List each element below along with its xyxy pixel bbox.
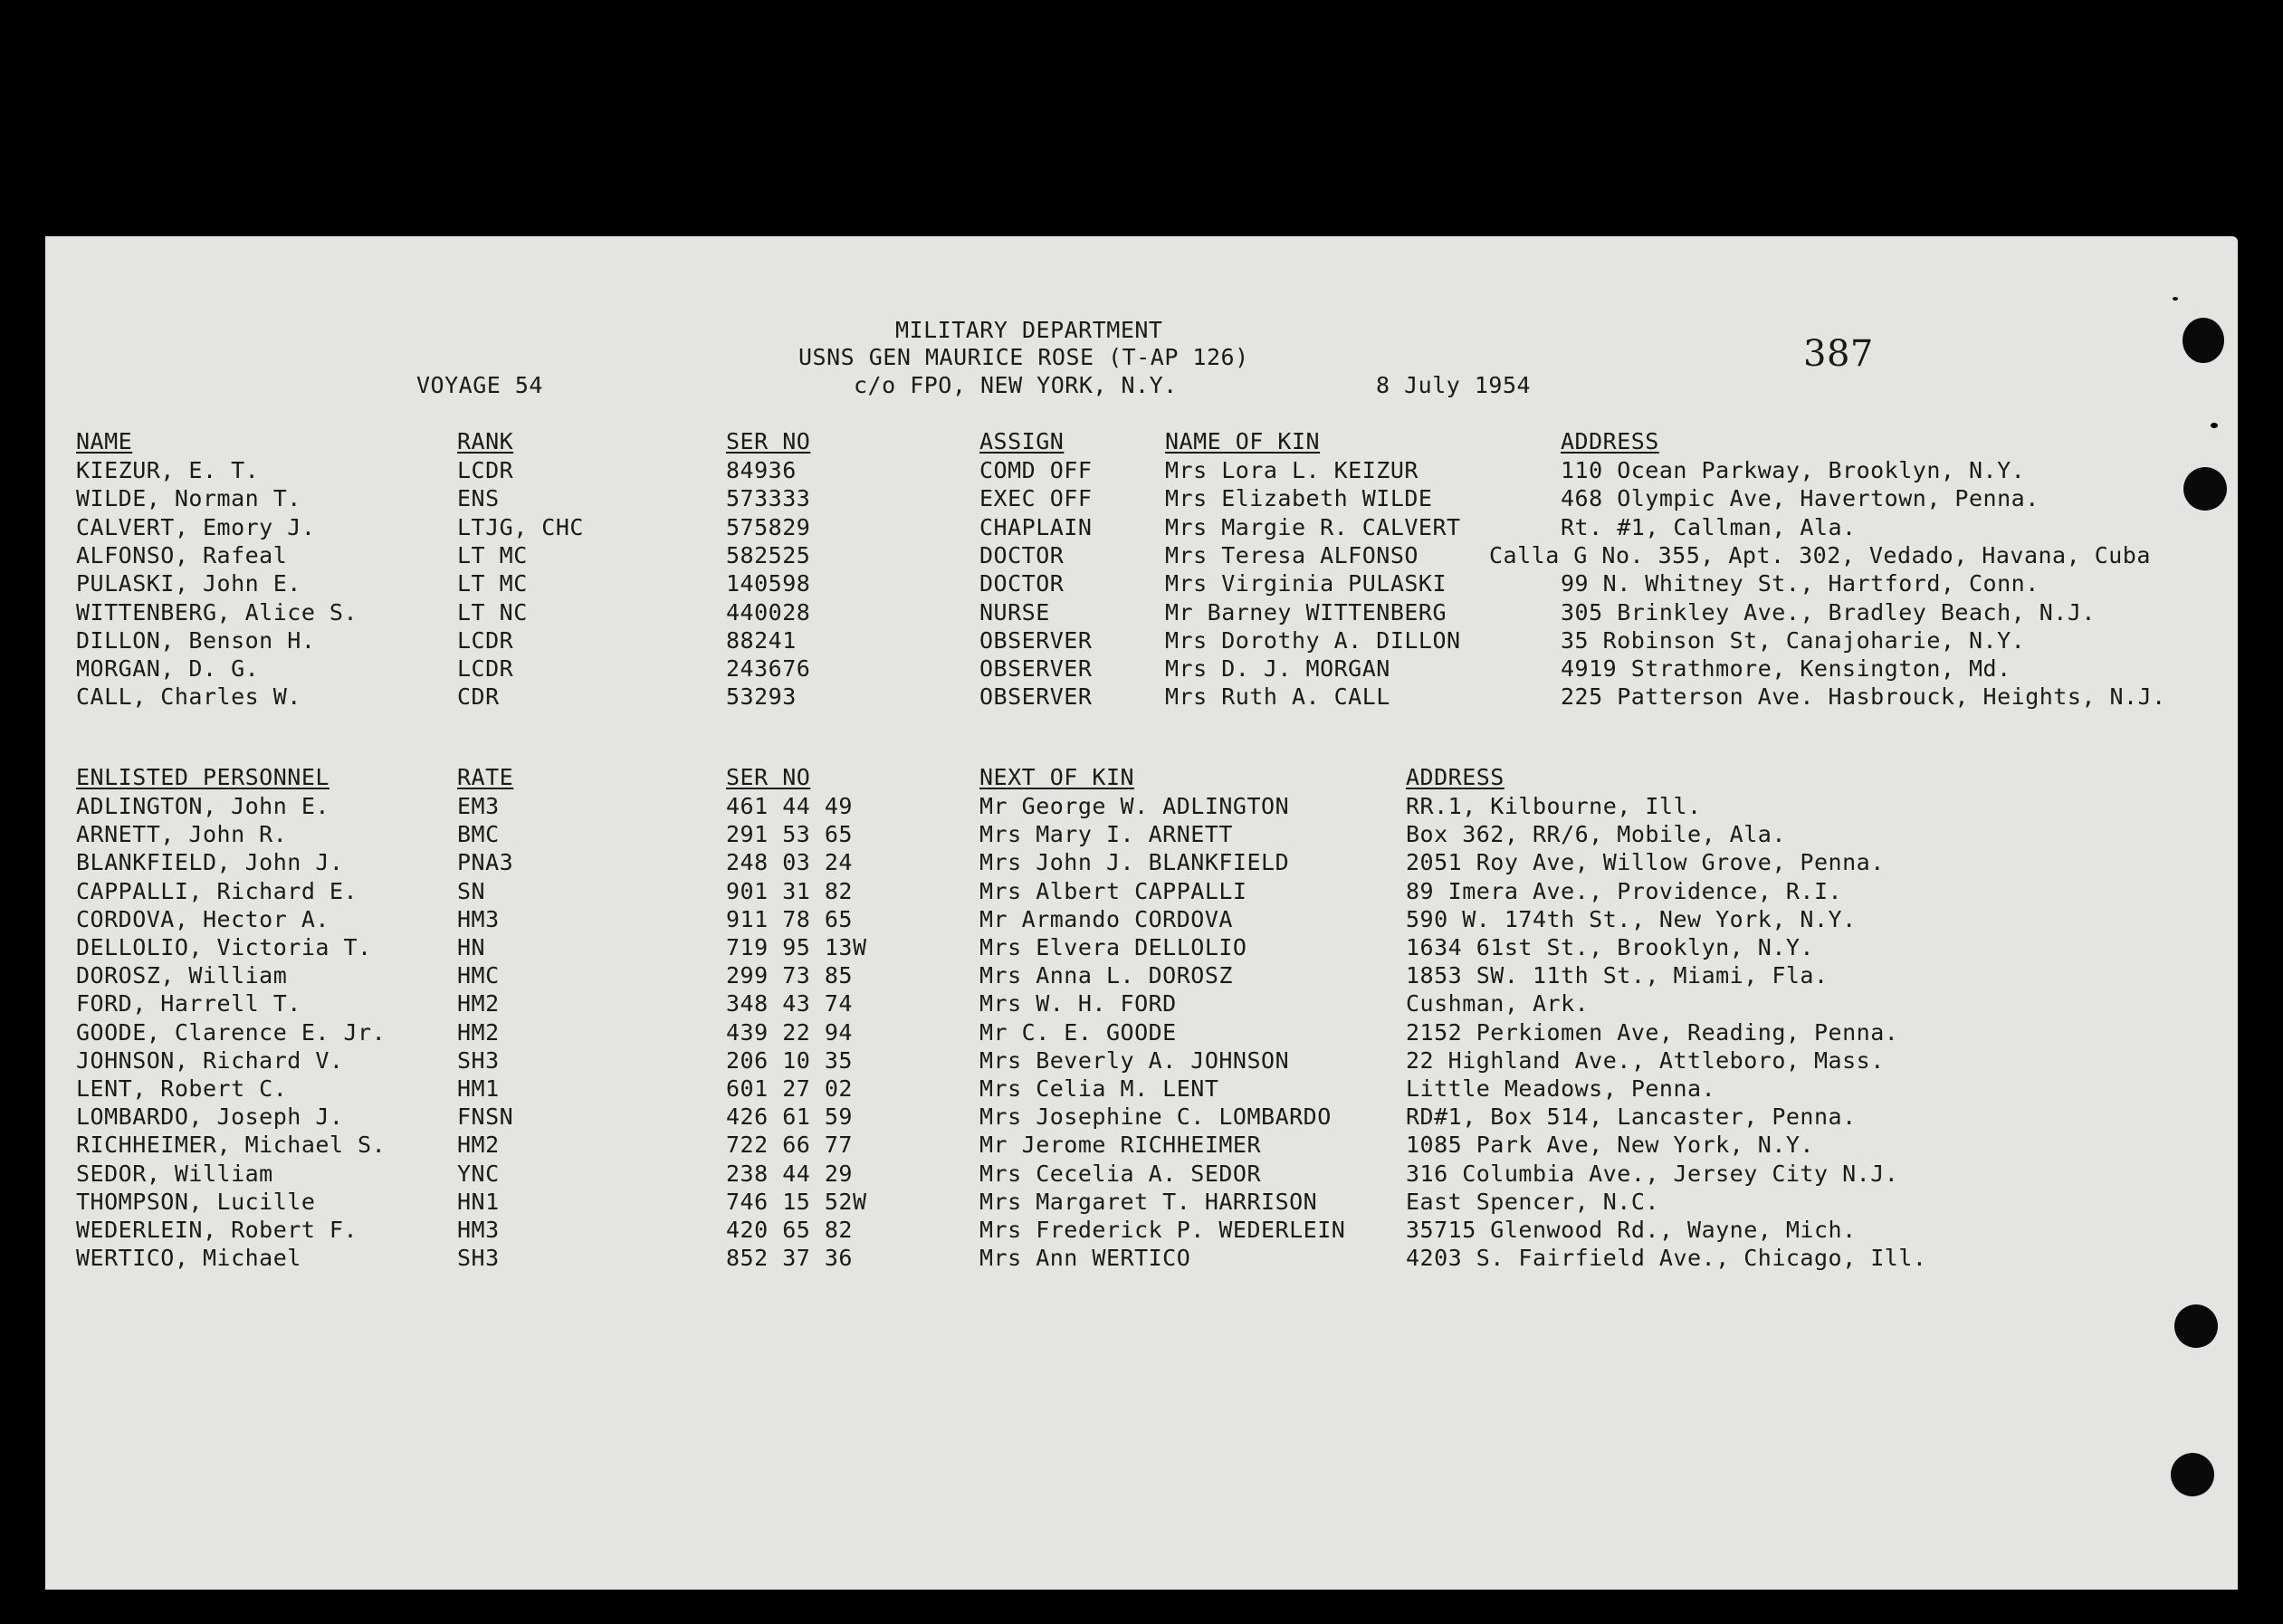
officer-name: CALL, Charles W. (76, 683, 301, 711)
enlisted-ser-no: 238 44 29 (726, 1160, 853, 1187)
officer-assign: OBSERVER (979, 683, 1093, 711)
col-header-enlisted-address: ADDRESS (1406, 764, 1504, 790)
enlisted-rate: YNC (457, 1160, 500, 1187)
ink-speck (2211, 423, 2218, 428)
officer-name: WITTENBERG, Alice S. (76, 598, 358, 626)
enlisted-name: ADLINGTON, John E. (76, 793, 330, 819)
table-row (45, 1217, 2238, 1245)
enlisted-address: Little Meadows, Penna. (1406, 1075, 1716, 1102)
officer-rank: LTJG, CHC (457, 513, 584, 540)
officer-name: CALVERT, Emory J. (76, 513, 316, 540)
officer-ser-no: 53293 (726, 683, 797, 711)
enlisted-rate: HMC (457, 962, 500, 989)
document-sheet (45, 236, 2238, 1590)
enlisted-name: ARNETT, John R. (76, 821, 288, 848)
table-row (45, 990, 2238, 1018)
table-row (45, 1075, 2238, 1103)
punch-hole (2183, 318, 2224, 363)
officer-ser-no: 582525 (726, 541, 811, 568)
voyage-number: VOYAGE 54 (416, 372, 543, 398)
table-row (45, 878, 2238, 906)
punch-hole (2183, 467, 2227, 511)
officer-assign: DOCTOR (979, 570, 1065, 597)
officer-ser-no: 140598 (726, 570, 811, 597)
enlisted-address: 89 Imera Ave., Providence, R.I. (1406, 877, 1843, 904)
officer-kin: Mrs Dorothy A. DILLON (1165, 626, 1461, 654)
enlisted-rate: SH3 (457, 1245, 500, 1272)
table-row (45, 1189, 2238, 1217)
officer-address: 35 Robinson St, Canajoharie, N.Y. (1561, 626, 2026, 654)
enlisted-kin: Mrs Celia M. LENT (979, 1075, 1219, 1102)
ink-speck (2173, 297, 2178, 301)
table-row (45, 793, 2238, 821)
officer-assign: OBSERVER (979, 626, 1093, 654)
enlisted-name: THOMPSON, Lucille (76, 1188, 316, 1215)
enlisted-ser-no: 746 15 52W (726, 1188, 867, 1215)
officer-kin: Mrs Margie R. CALVERT (1165, 513, 1461, 540)
table-row (45, 821, 2238, 849)
enlisted-kin: Mr George W. ADLINGTON (979, 793, 1290, 819)
col-header-enlisted: ENLISTED PERSONNEL (76, 764, 330, 790)
page-number: 387 (1803, 333, 1874, 375)
enlisted-kin: Mrs Ann WERTICO (979, 1245, 1191, 1272)
enlisted-name: DOROSZ, William (76, 962, 288, 989)
table-row (45, 906, 2238, 934)
table-row (45, 655, 2238, 683)
enlisted-address: 2152 Perkiomen Ave, Reading, Penna. (1406, 1018, 1899, 1046)
enlisted-kin: Mrs Mary I. ARNETT (979, 821, 1233, 848)
officer-address: Rt. #1, Callman, Ala. (1561, 513, 1857, 540)
table-row (45, 1047, 2238, 1075)
officer-ser-no: 440028 (726, 598, 811, 626)
enlisted-address: 1853 SW. 11th St., Miami, Fla. (1406, 962, 1829, 989)
enlisted-ser-no: 601 27 02 (726, 1075, 853, 1102)
officer-address: 305 Brinkley Ave., Bradley Beach, N.J. (1561, 598, 2096, 626)
enlisted-ser-no: 719 95 13W (726, 934, 867, 960)
enlisted-kin: Mrs Margaret T. HARRISON (979, 1188, 1318, 1215)
officer-assign: COMD OFF (979, 457, 1093, 483)
officer-rank: LT NC (457, 598, 528, 626)
officer-name: WILDE, Norman T. (76, 485, 301, 512)
table-row (45, 1019, 2238, 1047)
enlisted-name: WERTICO, Michael (76, 1245, 301, 1272)
enlisted-kin: Mrs Frederick P. WEDERLEIN (979, 1217, 1346, 1243)
enlisted-address: 22 Highland Ave., Attleboro, Mass. (1406, 1046, 1885, 1074)
enlisted-rate: HM2 (457, 1132, 500, 1159)
enlisted-rate: EM3 (457, 793, 500, 819)
enlisted-kin: Mrs Elvera DELLOLIO (979, 934, 1247, 960)
enlisted-address: Box 362, RR/6, Mobile, Ala. (1406, 821, 1786, 848)
enlisted-address: 4203 S. Fairfield Ave., Chicago, Ill. (1406, 1245, 1927, 1272)
enlisted-kin: Mr Jerome RICHHEIMER (979, 1132, 1262, 1159)
officer-assign: CHAPLAIN (979, 513, 1093, 540)
enlisted-ser-no: 852 37 36 (726, 1245, 853, 1272)
col-header-rank: RANK (457, 428, 514, 454)
enlisted-rate: FNSN (457, 1103, 514, 1131)
col-header-assign: ASSIGN (979, 428, 1065, 454)
enlisted-address: Cushman, Ark. (1406, 990, 1590, 1017)
enlisted-name: JOHNSON, Richard V. (76, 1046, 344, 1074)
officer-ser-no: 575829 (726, 513, 811, 540)
enlisted-ser-no: 299 73 85 (726, 962, 853, 989)
enlisted-ser-no: 461 44 49 (726, 793, 853, 819)
table-row (45, 1103, 2238, 1132)
col-header-name-of-kin: NAME OF KIN (1165, 428, 1321, 454)
enlisted-name: LENT, Robert C. (76, 1075, 288, 1102)
enlisted-ser-no: 291 53 65 (726, 821, 853, 848)
enlisted-ser-no: 911 78 65 (726, 905, 853, 932)
enlisted-rate: HN (457, 934, 486, 960)
officer-kin: Mr Barney WITTENBERG (1165, 598, 1447, 626)
enlisted-address: 1085 Park Ave, New York, N.Y. (1406, 1132, 1814, 1159)
enlisted-rate: BMC (457, 821, 500, 848)
enlisted-rate: SH3 (457, 1046, 500, 1074)
enlisted-name: SEDOR, William (76, 1160, 273, 1187)
table-row (45, 627, 2238, 655)
enlisted-ser-no: 420 65 82 (726, 1217, 853, 1243)
officer-ser-no: 88241 (726, 626, 797, 654)
enlisted-kin: Mrs John J. BLANKFIELD (979, 849, 1290, 876)
table-row (45, 514, 2238, 542)
officer-address: 468 Olympic Ave, Havertown, Penna. (1561, 485, 2039, 512)
enlisted-rate: SN (457, 877, 486, 904)
ship-address: c/o FPO, NEW YORK, N.Y. (854, 372, 1178, 398)
department-title: MILITARY DEPARTMENT (895, 317, 1163, 343)
officer-rank: ENS (457, 485, 500, 512)
enlisted-name: FORD, Harrell T. (76, 990, 301, 1017)
enlisted-kin: Mrs Anna L. DOROSZ (979, 962, 1233, 989)
col-header-address: ADDRESS (1561, 428, 1659, 454)
enlisted-kin: Mr C. E. GOODE (979, 1018, 1177, 1046)
enlisted-name: DELLOLIO, Victoria T. (76, 934, 372, 960)
table-row (45, 542, 2238, 570)
officer-assign: EXEC OFF (979, 485, 1093, 512)
officer-ser-no: 84936 (726, 457, 797, 483)
officer-kin: Mrs Teresa ALFONSO (1165, 541, 1419, 568)
officer-rank: LCDR (457, 626, 514, 654)
enlisted-address: 35715 Glenwood Rd., Wayne, Mich. (1406, 1217, 1857, 1243)
enlisted-name: BLANKFIELD, John J. (76, 849, 344, 876)
table-row (45, 485, 2238, 513)
officer-rank: LCDR (457, 457, 514, 483)
enlisted-kin: Mr Armando CORDOVA (979, 905, 1233, 932)
officer-address: 110 Ocean Parkway, Brooklyn, N.Y. (1561, 457, 2026, 483)
table-row (45, 849, 2238, 877)
enlisted-kin: Mrs Cecelia A. SEDOR (979, 1160, 1262, 1187)
col-header-rate: RATE (457, 764, 514, 790)
table-row (45, 599, 2238, 627)
table-row (45, 962, 2238, 990)
officer-rank: LCDR (457, 655, 514, 683)
enlisted-address: 590 W. 174th St., New York, N.Y. (1406, 905, 1857, 932)
officer-assign: DOCTOR (979, 541, 1065, 568)
enlisted-address: East Spencer, N.C. (1406, 1188, 1659, 1215)
officer-name: PULASKI, John E. (76, 570, 301, 597)
table-row (45, 1245, 2238, 1273)
officer-ser-no: 573333 (726, 485, 811, 512)
officer-address: 99 N. Whitney St., Hartford, Conn. (1561, 570, 2039, 597)
enlisted-name: CORDOVA, Hector A. (76, 905, 330, 932)
enlisted-address: 316 Columbia Ave., Jersey City N.J. (1406, 1160, 1899, 1187)
enlisted-ser-no: 722 66 77 (726, 1132, 853, 1159)
officer-kin: Mrs Ruth A. CALL (1165, 683, 1390, 711)
officer-name: KIEZUR, E. T. (76, 457, 260, 483)
enlisted-address: 2051 Roy Ave, Willow Grove, Penna. (1406, 849, 1885, 876)
table-row (45, 1132, 2238, 1160)
col-header-next-of-kin: NEXT OF KIN (979, 764, 1135, 790)
col-header-ser-no: SER NO (726, 428, 811, 454)
enlisted-rate: HN1 (457, 1188, 500, 1215)
officer-kin: Mrs Elizabeth WILDE (1165, 485, 1433, 512)
enlisted-kin: Mrs W. H. FORD (979, 990, 1177, 1017)
punch-hole (2171, 1453, 2214, 1496)
officer-name: MORGAN, D. G. (76, 655, 260, 683)
table-row (45, 457, 2238, 485)
officer-rank: LT MC (457, 570, 528, 597)
enlisted-rate: HM2 (457, 1018, 500, 1046)
officer-address: 225 Patterson Ave. Hasbrouck, Heights, N.J. (1561, 683, 2166, 711)
officer-kin: Mrs D. J. MORGAN (1165, 655, 1390, 683)
enlisted-rate: PNA3 (457, 849, 514, 876)
enlisted-address: 1634 61st St., Brooklyn, N.Y. (1406, 934, 1814, 960)
enlisted-rate: HM3 (457, 905, 500, 932)
enlisted-kin: Mrs Josephine C. LOMBARDO (979, 1103, 1332, 1131)
enlisted-rate: HM3 (457, 1217, 500, 1243)
officer-kin: Mrs Virginia PULASKI (1165, 570, 1447, 597)
enlisted-ser-no: 439 22 94 (726, 1018, 853, 1046)
enlisted-ser-no: 426 61 59 (726, 1103, 853, 1131)
table-row (45, 570, 2238, 598)
enlisted-address: RR.1, Kilbourne, Ill. (1406, 793, 1702, 819)
ship-name: USNS GEN MAURICE ROSE (T-AP 126) (798, 344, 1249, 370)
table-row (45, 934, 2238, 962)
enlisted-rate: HM2 (457, 990, 500, 1017)
enlisted-rate: HM1 (457, 1075, 500, 1102)
enlisted-ser-no: 248 03 24 (726, 849, 853, 876)
enlisted-name: GOODE, Clarence E. Jr. (76, 1018, 387, 1046)
col-header-enlisted-ser-no: SER NO (726, 764, 811, 790)
enlisted-kin: Mrs Beverly A. JOHNSON (979, 1046, 1290, 1074)
table-row (45, 1161, 2238, 1189)
punch-hole (2174, 1304, 2218, 1348)
officer-name: ALFONSO, Rafeal (76, 541, 288, 568)
officer-rank: LT MC (457, 541, 528, 568)
enlisted-ser-no: 348 43 74 (726, 990, 853, 1017)
enlisted-ser-no: 901 31 82 (726, 877, 853, 904)
officer-address: 4919 Strathmore, Kensington, Md. (1561, 655, 2011, 683)
document-date: 8 July 1954 (1376, 372, 1532, 398)
officer-assign: NURSE (979, 598, 1050, 626)
table-row (45, 683, 2238, 712)
officer-name: DILLON, Benson H. (76, 626, 316, 654)
col-header-name: NAME (76, 428, 133, 454)
enlisted-address: RD#1, Box 514, Lancaster, Penna. (1406, 1103, 1857, 1131)
enlisted-kin: Mrs Albert CAPPALLI (979, 877, 1247, 904)
officer-ser-no: 243676 (726, 655, 811, 683)
enlisted-name: RICHHEIMER, Michael S. (76, 1132, 387, 1159)
officer-address: Calla G No. 355, Apt. 302, Vedado, Havana, Cuba (1489, 541, 2151, 568)
officer-rank: CDR (457, 683, 500, 711)
enlisted-name: LOMBARDO, Joseph J. (76, 1103, 344, 1131)
officer-kin: Mrs Lora L. KEIZUR (1165, 457, 1419, 483)
officer-assign: OBSERVER (979, 655, 1093, 683)
enlisted-name: WEDERLEIN, Robert F. (76, 1217, 358, 1243)
enlisted-ser-no: 206 10 35 (726, 1046, 853, 1074)
enlisted-name: CAPPALLI, Richard E. (76, 877, 358, 904)
